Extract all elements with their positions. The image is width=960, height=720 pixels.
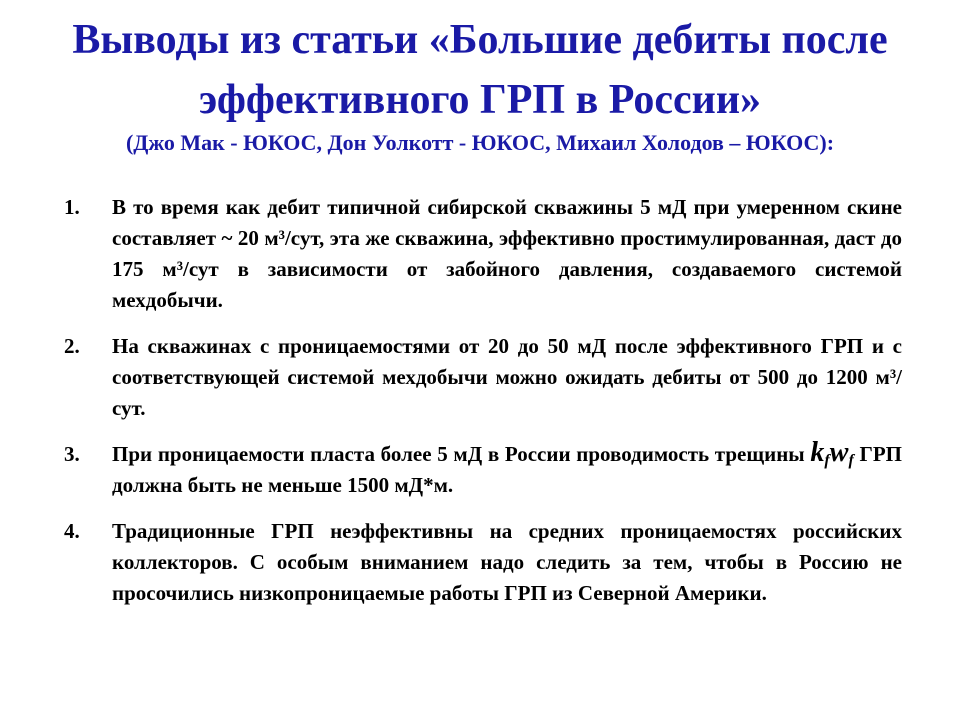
- item-text: В то время как дебит типичной сибирской скважины 5 мД при умеренном скине составляет ~ 20 м³/сут, эта же скважина, эффективно простимулированная, даст до 175 м³/сут в зависимости от забойного давления, создаваемого системой мехдобычи.: [112, 195, 902, 312]
- item-text: На скважинах с проницаемостями от 20 до 50 мД после эффективного ГРП и с соответствующей системой мехдобычи можно ожидать дебиты от 500 до 1200 м³/сут.: [112, 334, 902, 420]
- formula-w: w: [829, 437, 849, 468]
- item-text: Традиционные ГРП неэффективны на средних проницаемостях российских коллекторов. С особым вниманием надо следить за тем, чтобы в Россию не просочились низкопроницаемые работы ГРП из Северной Америки.: [112, 519, 902, 605]
- list-item: [64, 516, 902, 609]
- item-number: 1.: [64, 195, 80, 219]
- item-number: 3.: [64, 442, 80, 466]
- formula-k: k: [810, 437, 825, 468]
- slide-subtitle: (Джо Мак - ЮКОС, Дон Уолкотт - ЮКОС, Михаил Холодов – ЮКОС):: [125, 130, 835, 155]
- formula-k-subscript: f: [824, 452, 830, 469]
- item-text-after-formula: ГРП должна быть не меньше 1500 мД*м.: [112, 442, 902, 497]
- item-number: 4.: [64, 519, 80, 543]
- slide-title: Выводы из статьи «Большие дебиты после эффективного ГРП в России»: [72, 17, 888, 123]
- formula-w-subscript: f: [848, 452, 854, 469]
- item-number: 2.: [64, 334, 80, 358]
- item-text-before-formula: При проницаемости пласта более 5 мД в России проводимость трещины: [112, 442, 811, 466]
- list-item: [64, 439, 902, 501]
- list-item: [64, 192, 902, 316]
- conclusions-list: [64, 192, 902, 609]
- fracture-conductivity-formula: [810, 437, 853, 468]
- item-text: [112, 439, 902, 501]
- list-item: [64, 331, 902, 424]
